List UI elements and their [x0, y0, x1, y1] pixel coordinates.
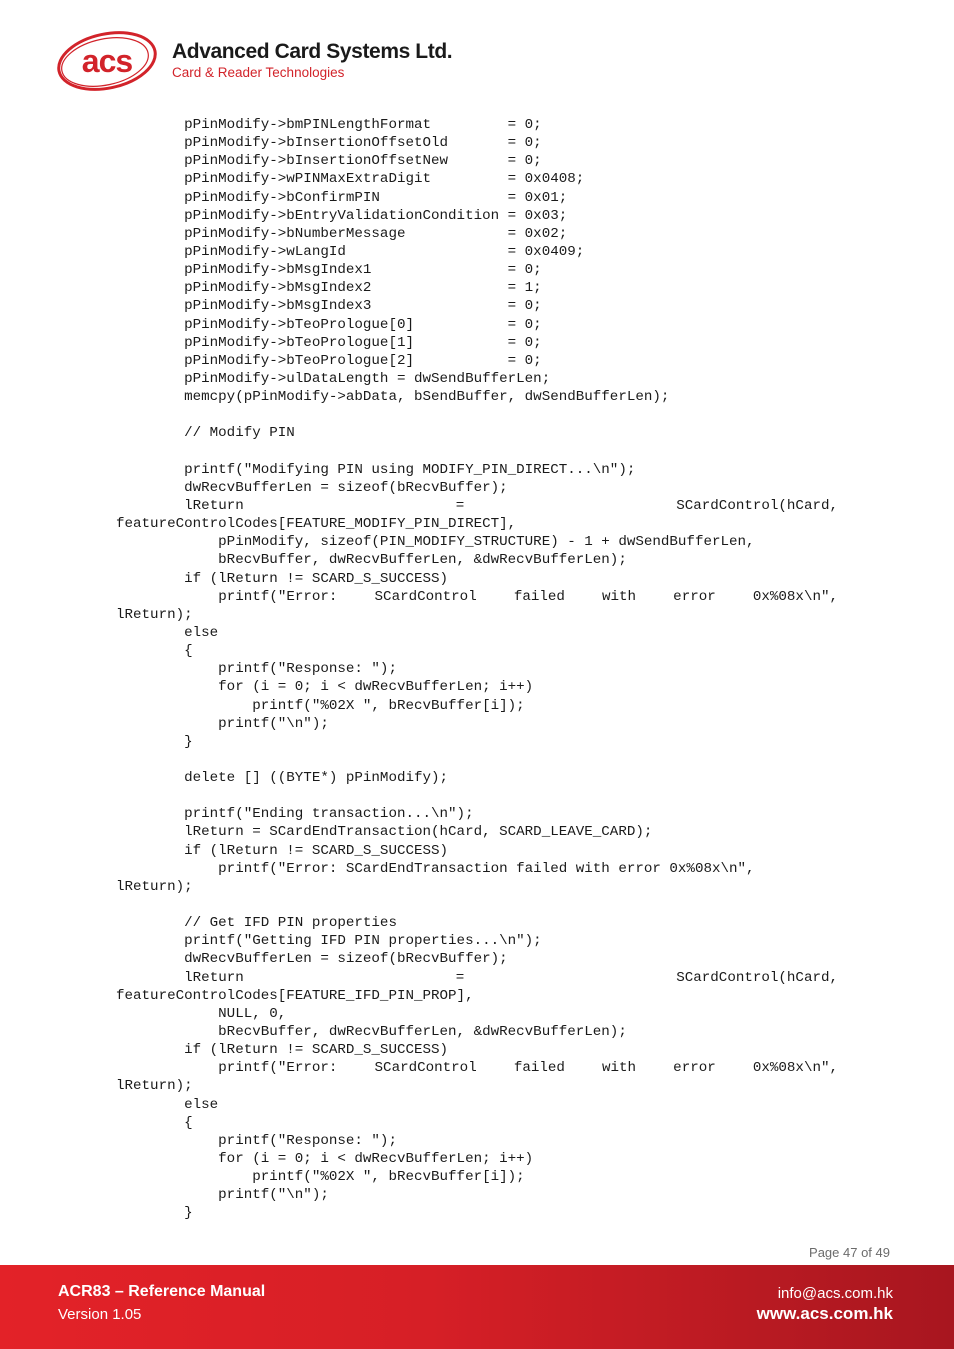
logo-text: acs — [81, 43, 133, 79]
footer-website: www.acs.com.hk — [756, 1304, 893, 1323]
code-line: } — [116, 733, 193, 750]
code-line: lReturn = SCardEndTransaction(hCard, SCARD_LEAVE_CARD); — [116, 824, 653, 841]
code-listing — [116, 116, 838, 1223]
company-tagline: Card & Reader Technologies — [172, 65, 345, 80]
code-line: { — [116, 643, 193, 660]
code-line — [116, 406, 838, 424]
footer-email: info@acs.com.hk — [777, 1285, 893, 1302]
code-line: printf("Error: SCardControl failed with error 0x%08x\n", — [218, 1060, 838, 1077]
code-line: // Get IFD PIN properties — [116, 915, 397, 932]
code-line: printf("Response: "); — [116, 1132, 397, 1149]
code-line: { — [116, 1114, 193, 1131]
code-line: bRecvBuffer, dwRecvBufferLen, &dwRecvBufferLen); — [116, 1024, 627, 1041]
code-line: pPinModify->bTeoPrologue[2] = 0; — [116, 352, 542, 369]
code-line: pPinModify->bMsgIndex2 = 1; — [116, 280, 542, 297]
code-line: dwRecvBufferLen = sizeof(bRecvBuffer); — [116, 479, 508, 496]
code-line: lReturn = SCardControl(hCard, — [184, 497, 838, 514]
code-line: pPinModify->bInsertionOffsetOld = 0; — [116, 135, 542, 152]
code-line: lReturn); — [116, 606, 193, 623]
footer-title: ACR83 – Reference Manual — [58, 1283, 266, 1300]
code-line: if (lReturn != SCARD_S_SUCCESS) — [116, 1042, 449, 1059]
code-line: pPinModify->ulDataLength = dwSendBufferLen; — [116, 370, 551, 387]
code-line: if (lReturn != SCARD_S_SUCCESS) — [116, 842, 449, 859]
code-line — [116, 443, 838, 461]
code-line: NULL, 0, — [116, 1005, 287, 1022]
code-line: memcpy(pPinModify->abData, bSendBuffer, dwSendBufferLen); — [116, 389, 670, 406]
page-footer — [0, 1265, 954, 1349]
code-line: if (lReturn != SCARD_S_SUCCESS) — [116, 570, 449, 587]
code-line: pPinModify->bMsgIndex3 = 0; — [116, 298, 542, 315]
code-line: lReturn); — [116, 878, 193, 895]
code-line: pPinModify->bInsertionOffsetNew = 0; — [116, 153, 542, 170]
code-line: printf("Error: SCardControl failed with error 0x%08x\n", — [218, 588, 838, 605]
code-line: featureControlCodes[FEATURE_IFD_PIN_PROP], — [116, 987, 474, 1004]
code-line: printf("Modifying PIN using MODIFY_PIN_DIRECT...\n"); — [116, 461, 636, 478]
code-line: for (i = 0; i < dwRecvBufferLen; i++) — [116, 679, 534, 696]
code-line: lReturn = SCardControl(hCard, — [184, 969, 838, 986]
code-line: pPinModify->wLangId = 0x0409; — [116, 243, 585, 260]
company-name: Advanced Card Systems Ltd. — [172, 40, 453, 63]
code-line: else — [116, 1096, 219, 1113]
code-line: delete [] ((BYTE*) pPinModify); — [116, 770, 449, 787]
acs-logo-icon — [55, 30, 159, 92]
code-line: pPinModify->bNumberMessage = 0x02; — [116, 225, 568, 242]
code-line: pPinModify->bTeoPrologue[1] = 0; — [116, 334, 542, 351]
code-line — [116, 896, 838, 914]
code-line: pPinModify->wPINMaxExtraDigit = 0x0408; — [116, 171, 585, 188]
code-line: printf("Response: "); — [116, 661, 397, 678]
code-line: bRecvBuffer, dwRecvBufferLen, &dwRecvBufferLen); — [116, 552, 627, 569]
company-block — [172, 40, 452, 81]
code-line: pPinModify, sizeof(PIN_MODIFY_STRUCTURE) - 1 + dwSendBufferLen, — [116, 534, 755, 551]
code-line: printf("Getting IFD PIN properties...\n"); — [116, 933, 542, 950]
code-line — [116, 787, 838, 805]
code-line: pPinModify->bmPINLengthFormat = 0; — [116, 117, 542, 133]
code-line: printf("Error: SCardEndTransaction failed with error 0x%08x\n", — [116, 860, 755, 877]
footer-version: Version 1.05 — [58, 1306, 142, 1323]
code-line: pPinModify->bTeoPrologue[0] = 0; — [116, 316, 542, 333]
page-number: Page 47 of 49 — [809, 1245, 890, 1260]
code-line: // Modify PIN — [116, 425, 295, 442]
code-line: lReturn); — [116, 1078, 193, 1095]
code-line: } — [116, 1205, 193, 1222]
code-line — [116, 751, 838, 769]
code-line: printf("\n"); — [116, 715, 329, 732]
page-header — [0, 0, 954, 110]
code-line: printf("Ending transaction...\n"); — [116, 806, 474, 823]
code-line: pPinModify->bEntryValidationCondition = 0x03; — [116, 207, 568, 224]
code-line: printf("%02X ", bRecvBuffer[i]); — [116, 1169, 525, 1186]
code-line: printf("\n"); — [116, 1187, 329, 1204]
code-line: printf("%02X ", bRecvBuffer[i]); — [116, 697, 525, 714]
code-line: dwRecvBufferLen = sizeof(bRecvBuffer); — [116, 951, 508, 968]
code-line: pPinModify->bMsgIndex1 = 0; — [116, 262, 542, 279]
code-line: featureControlCodes[FEATURE_MODIFY_PIN_DIRECT], — [116, 516, 517, 533]
code-line: else — [116, 624, 219, 641]
code-line: pPinModify->bConfirmPIN = 0x01; — [116, 189, 568, 206]
code-line: for (i = 0; i < dwRecvBufferLen; i++) — [116, 1151, 534, 1168]
